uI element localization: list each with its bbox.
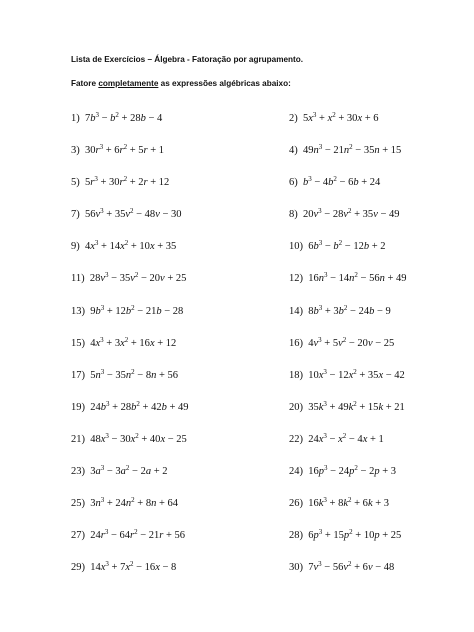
- exercise-item: [289, 305, 451, 337]
- exercise-item: [71, 369, 289, 401]
- exercise-number: 23): [71, 466, 91, 478]
- exercise-number: 26): [289, 498, 309, 510]
- exercise-number: 16): [289, 337, 309, 349]
- exercise-expression: $5n^3 - 35n^2 - 8n + 56$: [90, 368, 179, 381]
- exercise-expression: $5x^3 + x^2 + 30x + 6$: [303, 112, 379, 124]
- exercise-expression: $24r^3 - 64r^2 - 21r + 56$: [90, 529, 186, 542]
- exercise-expression: $28v^3 - 35v^2 - 20v + 25$: [89, 272, 187, 285]
- exercise-expression: $5r^3 + 30r^2 + 2r + 12$: [85, 176, 170, 189]
- exercise-expression: $48x^3 - 30x^2 + 40x - 25$: [90, 432, 187, 445]
- exercise-number: 8): [289, 209, 303, 221]
- exercise-expression: $24x^3 - x^2 - 4x + 1$: [308, 432, 384, 445]
- exercise-expression: $14x^3 + 7x^2 - 16x - 8$: [90, 561, 177, 574]
- exercise-number: 12): [289, 273, 309, 285]
- exercise-expression: $3n^3 + 24n^2 + 8n + 64$: [90, 497, 179, 510]
- exercise-expression: $24b^3 + 28b^2 + 42b + 49$: [90, 400, 189, 413]
- exercise-item: [71, 337, 289, 369]
- exercise-expression: $20v^3 - 28v^2 + 35v - 49$: [303, 208, 400, 221]
- exercise-number: 4): [289, 145, 303, 157]
- exercise-expression: $6b^3 - b^2 - 12b + 2$: [308, 240, 386, 253]
- instruction-text-before: Fatore: [71, 79, 99, 88]
- exercise-expression: $b^3 - 4b^2 - 6b + 24$: [303, 176, 381, 189]
- exercise-number: 25): [71, 498, 91, 510]
- exercise-expression: $4x^3 + 3x^2 + 16x + 12$: [90, 336, 177, 349]
- exercise-item: [289, 176, 451, 208]
- exercise-item: [289, 497, 451, 529]
- exercise-expression: $4v^3 + 5v^2 - 20v - 25$: [308, 336, 395, 349]
- exercise-number: 7): [71, 209, 85, 221]
- exercise-item: [289, 144, 451, 176]
- exercise-expression: $9b^3 + 12b^2 - 21b - 28$: [90, 304, 184, 317]
- exercise-item: [71, 497, 289, 529]
- exercise-item: [71, 176, 289, 208]
- instruction-emphasis: completamente: [98, 79, 159, 88]
- exercise-number: 1): [71, 113, 85, 124]
- exercise-item: [289, 337, 451, 369]
- exercise-item: [289, 401, 451, 433]
- exercise-expression: $3a^3 - 3a^2 - 2a + 2$: [90, 465, 168, 478]
- exercise-expression: $7b^3 - b^2 + 28b - 4$: [85, 112, 163, 124]
- worksheet-title: Lista de Exercícios – Álgebra - Fatoração por agrupamento.: [71, 55, 304, 64]
- exercise-number: 27): [71, 530, 91, 542]
- exercise-item: [289, 112, 451, 144]
- exercise-item: [289, 529, 451, 561]
- instruction-text-after: as expressões algébricas abaixo:: [158, 79, 291, 88]
- exercise-item: [71, 144, 289, 176]
- exercise-item: [71, 272, 289, 304]
- exercise-expression: $6p^3 + 15p^2 + 10p + 25$: [308, 529, 402, 542]
- exercise-expression: $16n^3 - 14n^2 - 56n + 49$: [308, 272, 407, 285]
- worksheet-header: [71, 54, 451, 90]
- exercise-number: 9): [71, 241, 85, 253]
- exercise-number: 30): [289, 562, 309, 574]
- exercise-expression: $56v^3 + 35v^2 - 48v - 30$: [85, 208, 182, 221]
- exercise-number: 15): [71, 337, 91, 349]
- exercise-number: 14): [289, 305, 309, 317]
- exercise-number: 3): [71, 145, 85, 157]
- exercise-item: [289, 561, 451, 593]
- exercise-expression: $7v^3 - 56v^2 + 6v - 48$: [308, 561, 395, 574]
- exercise-item: [289, 433, 451, 465]
- exercise-item: [71, 208, 289, 240]
- exercise-item: [71, 240, 289, 272]
- exercise-item: [71, 529, 289, 561]
- exercise-item: [289, 208, 451, 240]
- exercise-item: [71, 433, 289, 465]
- exercise-item: [71, 401, 289, 433]
- exercise-expression: $10x^3 - 12x^2 + 35x - 42$: [308, 368, 405, 381]
- exercise-expression: $35k^3 + 49k^2 + 15k + 21$: [308, 400, 405, 413]
- exercise-number: 29): [71, 562, 91, 574]
- exercise-item: [289, 369, 451, 401]
- exercise-number: 10): [289, 241, 309, 253]
- exercise-expression: $16p^3 - 24p^2 - 2p + 3$: [308, 465, 397, 478]
- exercise-number: 18): [289, 369, 309, 381]
- exercise-item: [289, 465, 451, 497]
- exercise-expression: $30r^3 + 6r^2 + 5r + 1$: [85, 144, 165, 157]
- exercise-item: [289, 272, 451, 304]
- exercise-number: 6): [289, 177, 303, 189]
- exercise-number: 28): [289, 530, 309, 542]
- exercise-number: 11): [71, 273, 90, 285]
- exercise-item: [71, 561, 289, 593]
- exercise-number: 19): [71, 401, 91, 413]
- exercise-number: 17): [71, 369, 91, 381]
- exercise-number: 21): [71, 433, 91, 445]
- exercise-expression: $16k^3 + 8k^2 + 6k + 3$: [308, 497, 390, 510]
- worksheet-instruction: [71, 78, 451, 90]
- exercise-expression: $4x^3 + 14x^2 + 10x + 35$: [85, 240, 177, 253]
- exercise-number: 20): [289, 401, 309, 413]
- exercise-number: 2): [289, 113, 303, 124]
- exercise-item: [71, 305, 289, 337]
- exercise-item: [289, 240, 451, 272]
- exercise-number: 22): [289, 433, 309, 445]
- exercise-item: [71, 112, 289, 144]
- exercise-expression: $49n^3 - 21n^2 - 35n + 15$: [303, 144, 402, 157]
- exercise-number: 5): [71, 177, 85, 189]
- exercise-item: [71, 465, 289, 497]
- exercise-number: 24): [289, 466, 309, 478]
- exercise-number: 13): [71, 305, 91, 317]
- exercise-expression: $8b^3 + 3b^2 - 24b - 9$: [308, 304, 391, 317]
- exercise-list: [71, 112, 451, 593]
